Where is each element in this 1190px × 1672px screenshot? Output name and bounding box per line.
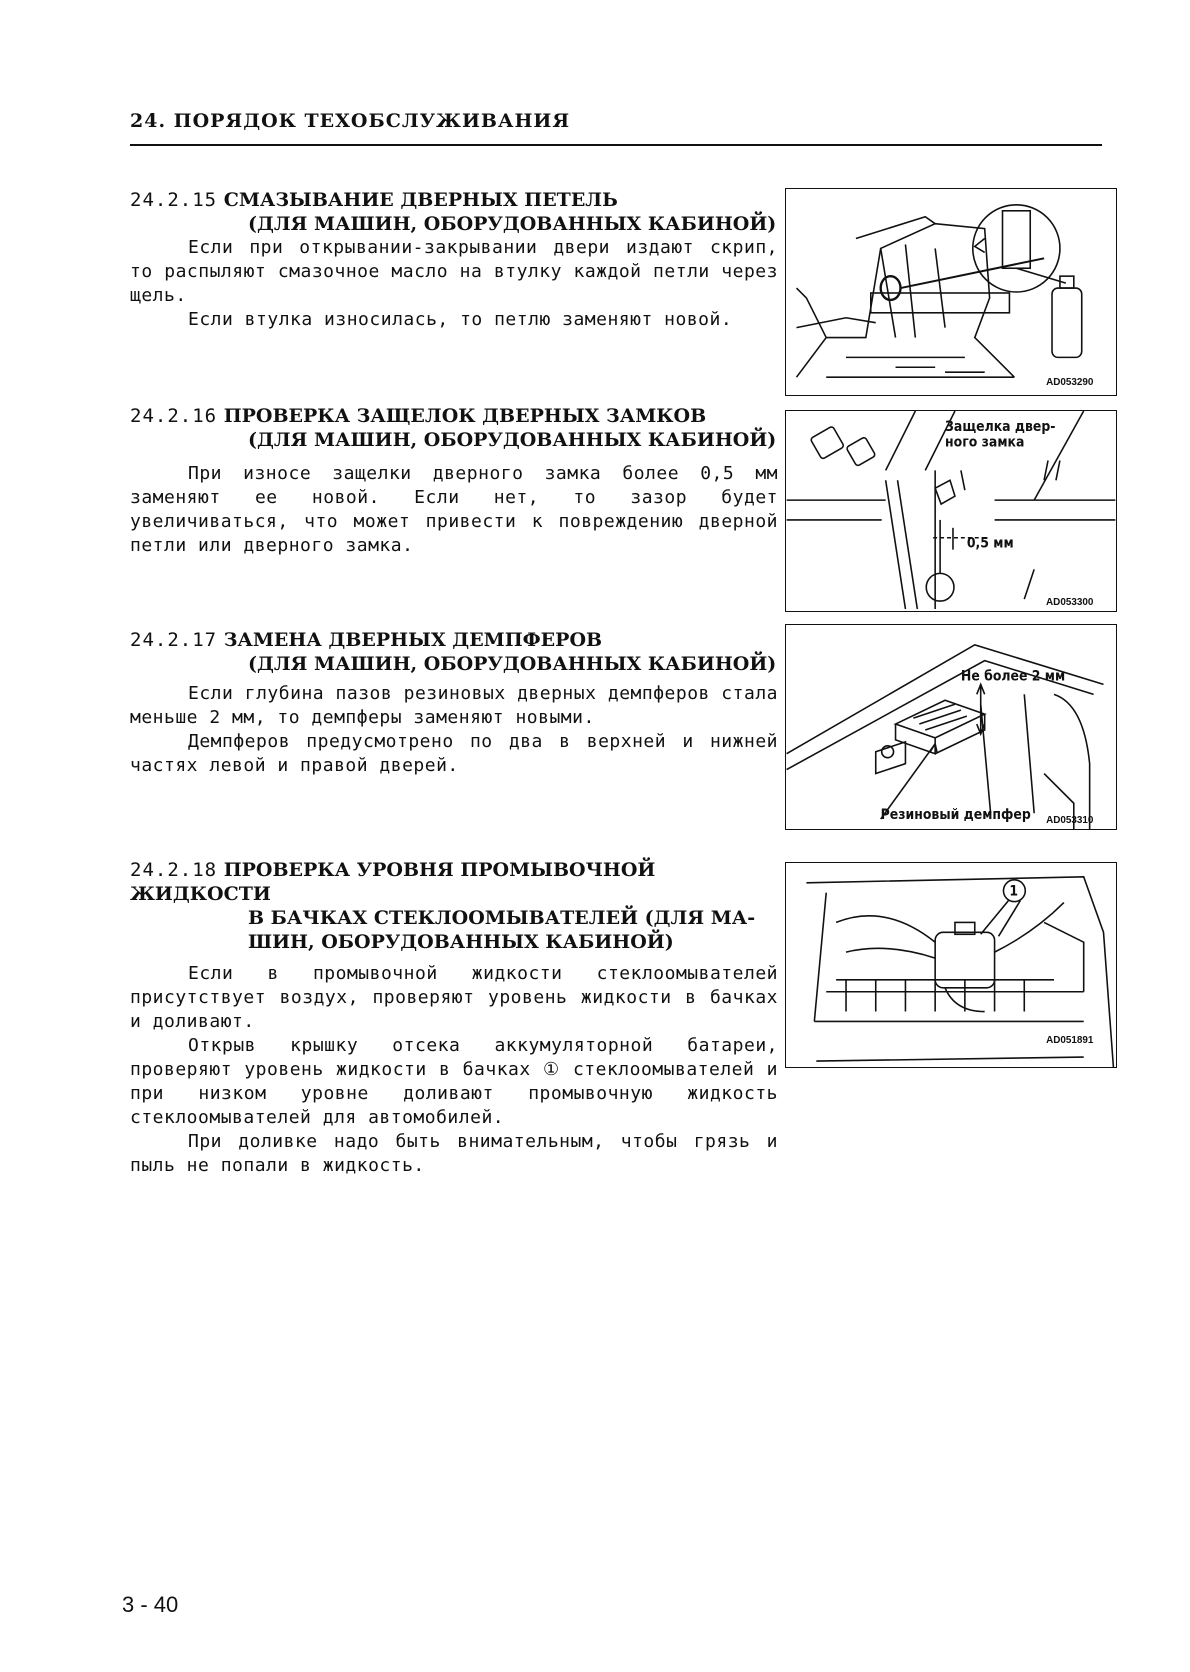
section-heading: [130, 628, 778, 652]
figure-code: AD053310: [1046, 815, 1094, 827]
figure-door-hinge-lubrication: [785, 188, 1117, 396]
section-title-line1: СМАЗЫВАНИЕ ДВЕРНЫХ ПЕТЕЛЬ: [223, 189, 618, 211]
figure-door-lock-latch: [785, 410, 1117, 612]
section-number: 24.2.18: [130, 859, 218, 881]
section-title-line1: ЗАМЕНА ДВЕРНЫХ ДЕМПФЕРОВ: [223, 629, 603, 651]
latch-label-line1: Защелка двер-: [945, 418, 1056, 435]
latch-label-line2: ного замка: [945, 434, 1025, 451]
hinge-illustration: [786, 189, 1116, 395]
section-heading: [130, 188, 778, 212]
paragraph: Если при открывании-закрывании двери издают скрип, то распыляют смазочное масло на втулку каждой петли через щель.: [130, 237, 778, 306]
section-number: 24.2.17: [130, 629, 218, 651]
damper-illustration: [786, 625, 1116, 829]
paragraph: Если глубина пазов резиновых дверных демпферов стала меньше 2 мм, то демпферы заменяют новыми.: [130, 683, 778, 728]
section-24-2-15: [130, 188, 778, 332]
section-title-line2: (ДЛЯ МАШИН, ОБОРУДОВАННЫХ КАБИНОЙ): [248, 653, 777, 675]
section-title-line2: (ДЛЯ МАШИН, ОБОРУДОВАННЫХ КАБИНОЙ): [248, 213, 777, 235]
section-24-2-16: [130, 404, 778, 558]
section-heading: [130, 858, 778, 906]
paragraph: Демпферов предусмотрено по два в верхней и нижней частях левой и правой дверей.: [130, 731, 778, 776]
washer-tank-illustration: [786, 863, 1116, 1067]
header-rule: [130, 144, 1102, 146]
section-title-line2: В БАЧКАХ СТЕКЛООМЫВАТЕЛЕЙ (ДЛЯ МА-: [248, 907, 756, 929]
figure-code: AD053300: [1046, 597, 1094, 609]
paragraph: Если в промывочной жидкости стеклоомывателей присутствует воздух, проверяют уровень жидкости в бачках и доливают.: [130, 963, 778, 1032]
section-24-2-17: [130, 628, 778, 778]
section-title-line1: ПРОВЕРКА УРОВНЯ ПРОМЫВОЧНОЙ ЖИДКОСТИ: [130, 859, 656, 905]
paragraph: Если втулка износилась, то петлю заменяют новой.: [188, 309, 733, 330]
callout-number: 1: [1009, 883, 1019, 900]
latch-illustration: [786, 411, 1116, 611]
paragraph: При износе защелки дверного замка более 0,5 мм заменяют ее новой. Если нет, то зазор будет увеличиваться, что может привести к повреждению дверной петли или дверного замка.: [130, 463, 778, 556]
section-title-line1: ПРОВЕРКА ЗАЩЕЛОК ДВЕРНЫХ ЗАМКОВ: [223, 405, 707, 427]
section-title-line2: (ДЛЯ МАШИН, ОБОРУДОВАННЫХ КАБИНОЙ): [248, 429, 777, 451]
section-heading: [130, 404, 778, 428]
depth-label: Не более 2 мм: [960, 668, 1066, 685]
page-header: 24. ПОРЯДОК ТЕХОБСЛУЖИВАНИЯ: [130, 110, 571, 132]
section-24-2-18: [130, 858, 778, 1178]
figure-door-dampers: [785, 624, 1117, 830]
page-number: 3 - 40: [122, 1592, 179, 1617]
section-number: 24.2.15: [130, 189, 218, 211]
section-number: 24.2.16: [130, 405, 218, 427]
figure-washer-tanks: [785, 862, 1117, 1068]
paragraph: Открыв крышку отсека аккумуляторной батареи, проверяют уровень жидкости в бачках ① стеклоомывателей и при низком уровне доливают промывочную жидкость стеклоомывателей для автомобилей.: [130, 1035, 778, 1128]
figure-code: AD051891: [1046, 1035, 1094, 1047]
gap-label: 0,5 мм: [966, 535, 1014, 552]
section-title-line3: ШИН, ОБОРУДОВАННЫХ КАБИНОЙ): [248, 931, 674, 953]
figure-code: AD053290: [1046, 377, 1094, 389]
damper-label: Резиновый демпфер: [880, 807, 1031, 824]
paragraph: При доливке надо быть внимательным, чтобы грязь и пыль не попали в жидкость.: [130, 1131, 778, 1176]
